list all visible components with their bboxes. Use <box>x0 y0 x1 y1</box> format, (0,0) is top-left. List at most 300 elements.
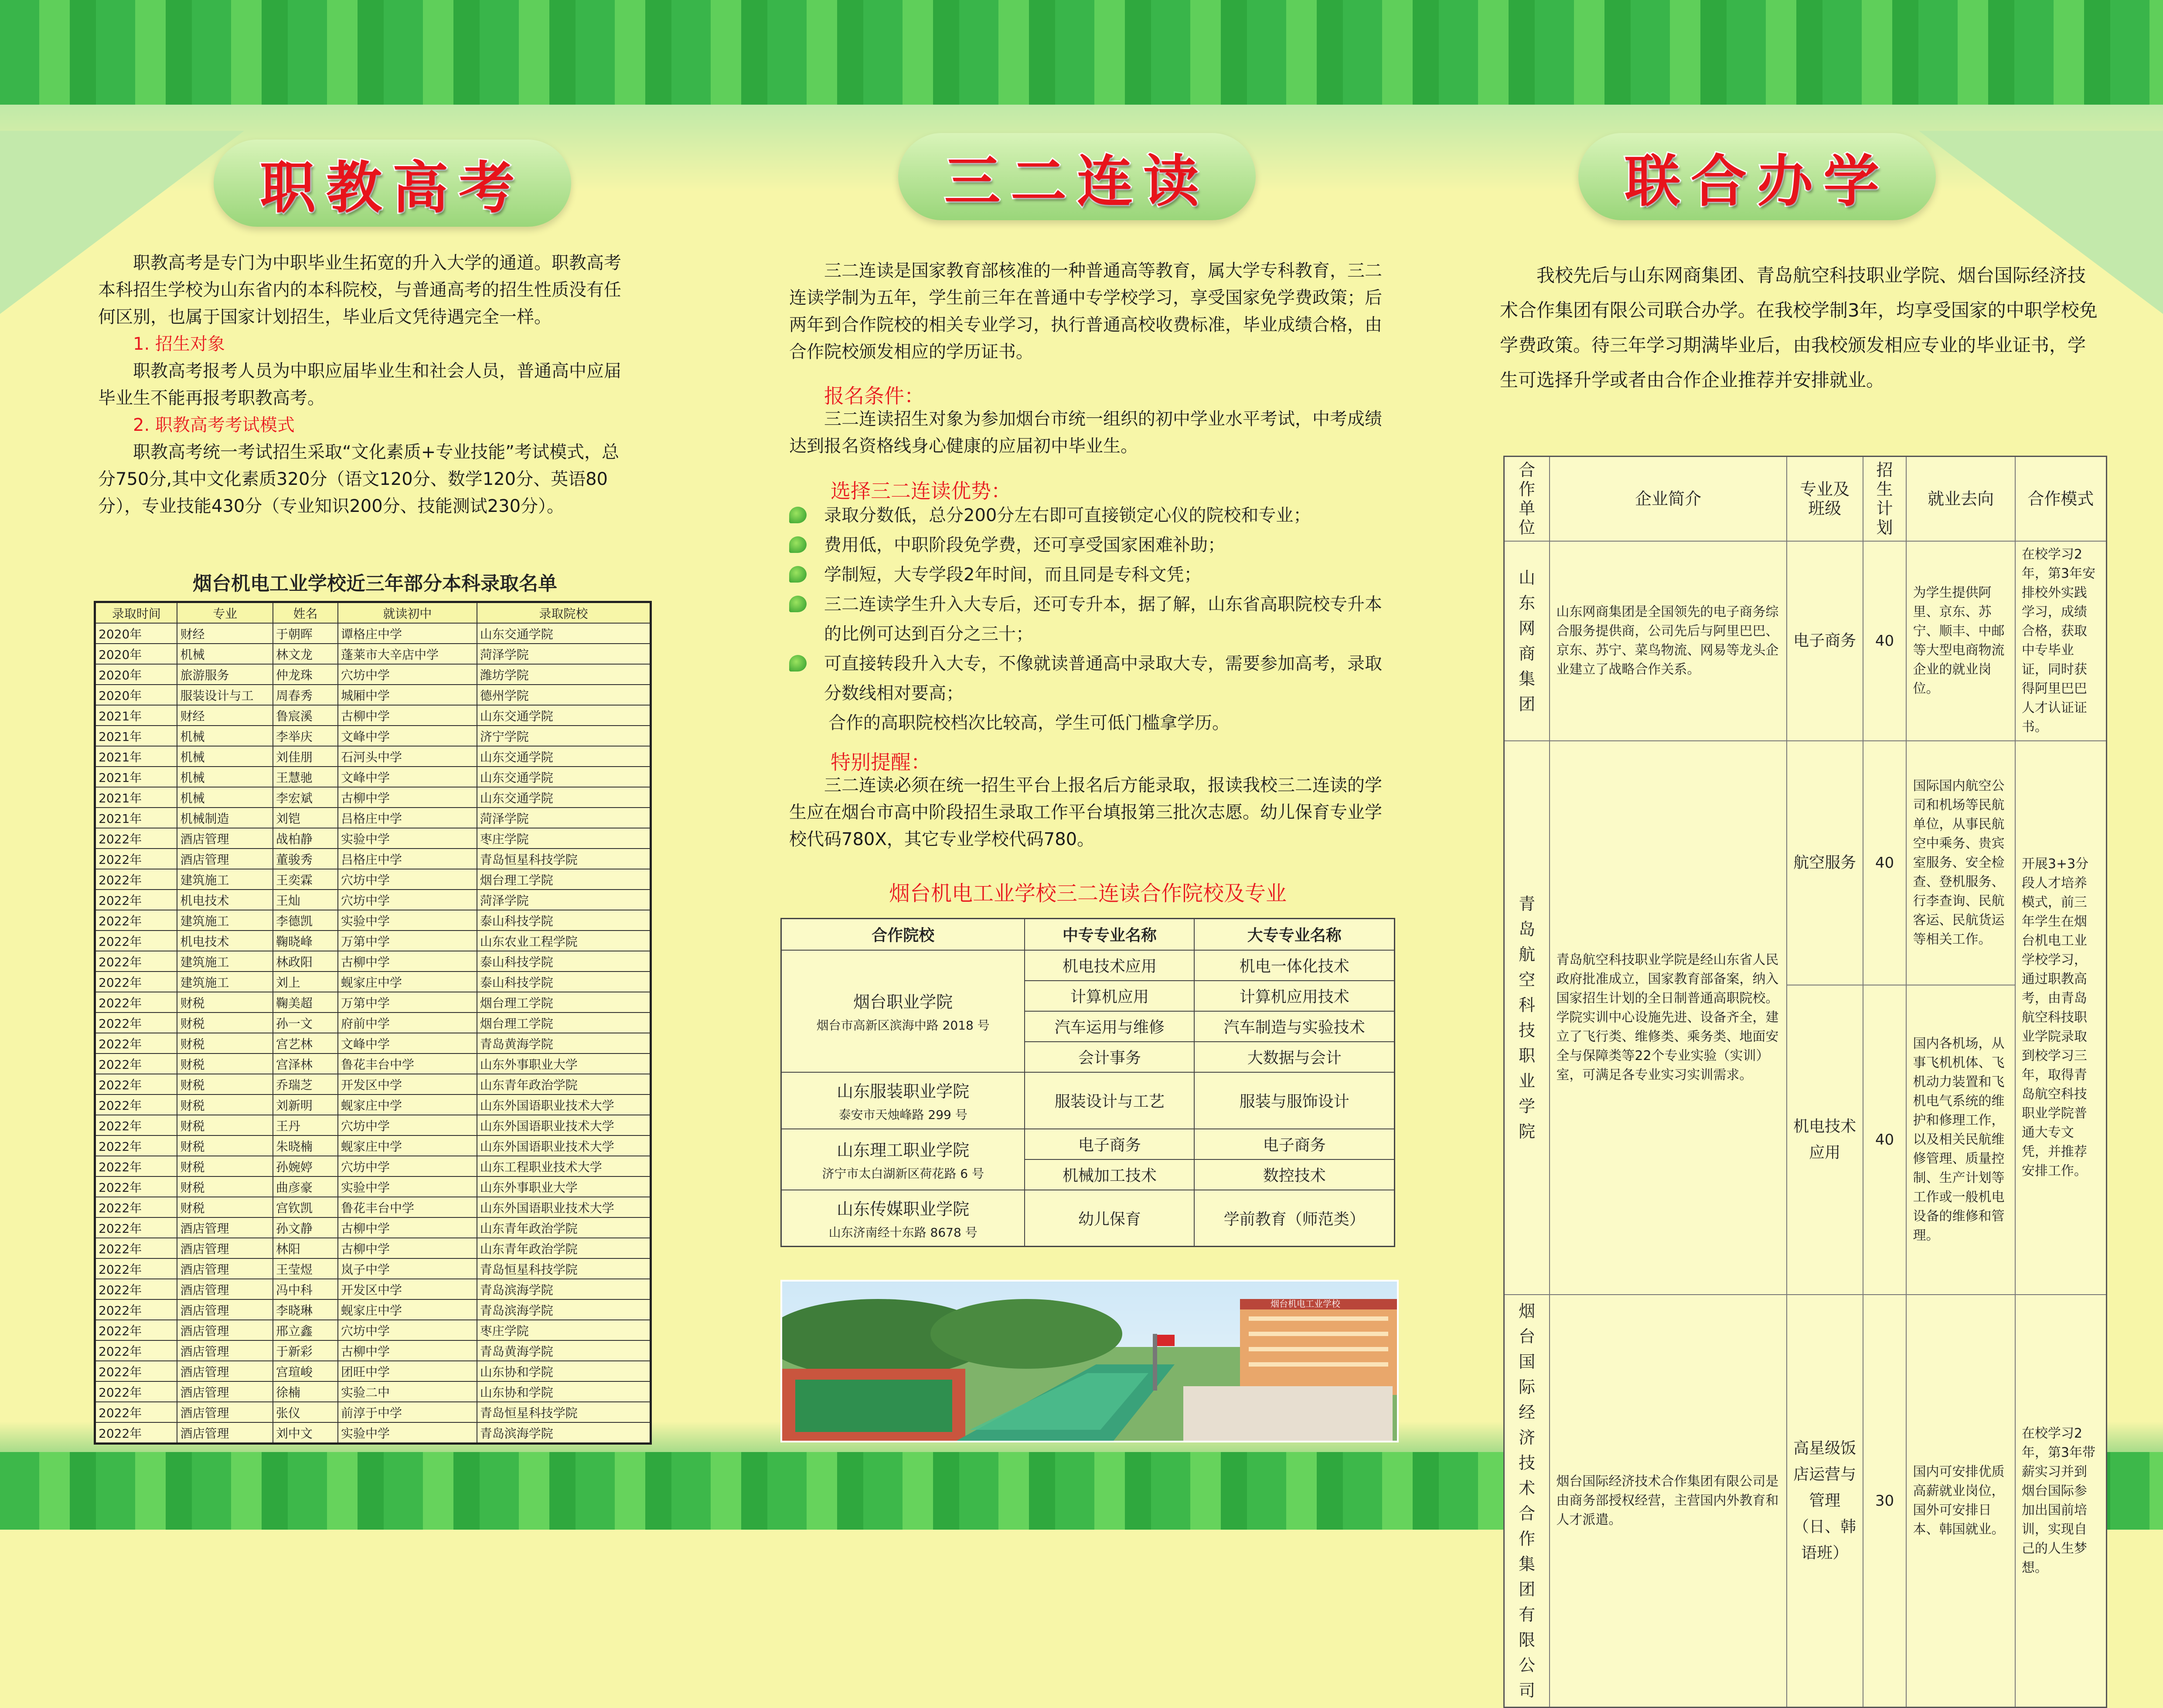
admission-cell: 菏泽学院 <box>477 808 651 828</box>
admission-cell: 山东青年政治学院 <box>477 1238 651 1258</box>
admission-cell: 酒店管理 <box>177 1279 273 1299</box>
admission-cell: 2020年 <box>95 644 177 664</box>
admission-cell: 孙文静 <box>273 1217 338 1238</box>
admission-row <box>95 808 651 828</box>
leaf-bullet-icon <box>789 566 807 583</box>
coop-college-major: 数控技术 <box>1194 1159 1394 1190</box>
admission-row <box>95 644 651 664</box>
admission-row <box>95 1197 651 1217</box>
right-title-banner <box>1578 133 1936 220</box>
admission-cell: 山东农业工程学院 <box>477 931 651 951</box>
admission-cell: 实验中学 <box>338 828 477 849</box>
admission-cell: 青岛恒星科技学院 <box>477 1402 651 1422</box>
major-cell: 高星级饭店运营与管理（日、韩语班） <box>1787 1295 1863 1708</box>
admission-cell: 财税 <box>177 1053 273 1074</box>
admission-cell: 宫钦凯 <box>273 1197 338 1217</box>
admission-cell: 2022年 <box>95 869 177 890</box>
admission-cell: 山东交通学院 <box>477 623 651 644</box>
admission-table-title: 烟台机电工业学校近三年部分本科录取名单 <box>193 573 557 595</box>
coop-header-college: 大专专业名称 <box>1194 919 1394 950</box>
admission-cell: 2022年 <box>95 910 177 931</box>
unit-cell: 山东网商集团 <box>1504 541 1550 741</box>
advantage-item: 可直接转段升入大专，不像就读普通高中录取大专，需要参加高考，录取分数线相对要高； <box>789 649 1382 708</box>
admission-cell: 王丹 <box>273 1115 338 1135</box>
left-title: 职教高考 <box>259 155 525 221</box>
admission-cell: 蓬莱市大辛店中学 <box>338 644 477 664</box>
admission-row <box>95 623 651 644</box>
admission-row <box>95 664 651 685</box>
admission-cell: 山东交通学院 <box>477 705 651 726</box>
admission-cell: 山东外事职业大学 <box>477 1176 651 1197</box>
admission-cell: 团旺中学 <box>338 1361 477 1381</box>
coop-table <box>780 918 1395 1247</box>
admission-cell: 酒店管理 <box>177 849 273 869</box>
admission-cell: 烟台理工学院 <box>477 869 651 890</box>
admission-cell: 财税 <box>177 1074 273 1094</box>
admission-cell: 烟台理工学院 <box>477 992 651 1013</box>
coop-school-name: 山东服装职业学院 <box>837 1082 970 1101</box>
admission-row <box>95 1053 651 1074</box>
admission-cell: 2022年 <box>95 1013 177 1033</box>
adv-title: 选择三二连读优势： <box>831 479 1011 503</box>
admission-cell: 战柏静 <box>273 828 338 849</box>
admission-cell: 曲彦豪 <box>273 1176 338 1197</box>
plan-cell: 40 <box>1863 985 1907 1295</box>
left-intro-block <box>98 249 634 520</box>
admission-row <box>95 992 651 1013</box>
joint-row-guoji <box>1504 1295 2107 1708</box>
admission-cell: 酒店管理 <box>177 1320 273 1340</box>
coop-college-major: 计算机应用技术 <box>1194 981 1394 1011</box>
admission-cell: 山东协和学院 <box>477 1361 651 1381</box>
admission-header-cell: 就读初中 <box>338 602 477 624</box>
admission-cell: 于新彩 <box>273 1340 338 1361</box>
admission-cell: 机械制造 <box>177 808 273 828</box>
left-sec2-text: 职教高考统一考试招生采取“文化素质+专业技能”考试模式，总分750分,其中文化素质320分（语文120分、数学120分、英语80分），专业技能430分（专业知识200分、技能测试230分）。 <box>98 442 619 516</box>
admission-cell: 青岛滨海学院 <box>477 1422 651 1444</box>
middle-title-banner <box>898 133 1256 220</box>
leaf-bullet-icon <box>789 507 807 523</box>
admission-cell: 山东外国语职业技术大学 <box>477 1135 651 1156</box>
admission-cell: 鲁宸溪 <box>273 705 338 726</box>
admission-cell: 机械 <box>177 726 273 746</box>
admission-cell: 2022年 <box>95 1299 177 1320</box>
admission-cell: 穴坊中学 <box>338 1156 477 1176</box>
admission-cell: 王奕霖 <box>273 869 338 890</box>
admission-cell: 周春秀 <box>273 685 338 705</box>
admission-row <box>95 1135 651 1156</box>
joint-header-intro: 企业简介 <box>1550 457 1786 542</box>
admission-row <box>95 1361 651 1381</box>
admission-cell: 机电技术 <box>177 931 273 951</box>
admission-cell: 2022年 <box>95 1381 177 1402</box>
admission-cell: 财经 <box>177 705 273 726</box>
admission-cell: 2022年 <box>95 931 177 951</box>
job-cell: 国内可安排优质高薪就业岗位，国外可安排日本、韩国就业。 <box>1906 1295 2015 1708</box>
admission-cell: 德州学院 <box>477 685 651 705</box>
coop-college-major: 机电一体化技术 <box>1194 950 1394 981</box>
cond-title: 报名条件： <box>824 384 924 408</box>
admission-cell: 鞠晓峰 <box>273 931 338 951</box>
admission-cell: 2020年 <box>95 623 177 644</box>
intro-cell: 烟台国际经济技术合作集团有限公司是由商务部授权经营，主营国内外教育和人才派遣。 <box>1550 1295 1786 1708</box>
admission-cell: 酒店管理 <box>177 1361 273 1381</box>
admission-cell: 酒店管理 <box>177 1422 273 1444</box>
coop-mid-major: 汽车运用与维修 <box>1025 1011 1194 1042</box>
admission-cell: 刘上 <box>273 972 338 992</box>
admission-cell: 鲁花丰台中学 <box>338 1053 477 1074</box>
admission-cell: 2022年 <box>95 1361 177 1381</box>
admission-cell: 财税 <box>177 1176 273 1197</box>
admission-cell: 王慧驰 <box>273 767 338 787</box>
admission-cell: 山东外国语职业技术大学 <box>477 1094 651 1115</box>
admission-row <box>95 869 651 890</box>
admission-table-header <box>95 602 651 624</box>
leaf-bullet-icon <box>789 536 807 553</box>
admission-cell: 林文龙 <box>273 644 338 664</box>
admission-cell: 青岛黄海学院 <box>477 1033 651 1053</box>
job-cell: 为学生提供阿里、京东、苏宁、顺丰、中邮等大型电商物流企业的就业岗位。 <box>1906 541 2015 741</box>
mode-cell: 开展3+3分段人才培养模式，前三年学生在烟台机电工业学校学习，通过职教高考，由青岛航空科技职业学院录取到校学习三年，取得青岛航空科技职业学院普通大专文凭，并推荐安排工作。 <box>2015 741 2107 1295</box>
coop-mid-major: 机电技术应用 <box>1025 950 1194 981</box>
admission-cell: 穴坊中学 <box>338 1320 477 1340</box>
left-sec1-text: 职教高考报考人员为中职应届毕业生和社会人员，普通高中应届毕业生不能再报考职教高考。 <box>98 361 621 408</box>
admission-cell: 山东外事职业大学 <box>477 1053 651 1074</box>
admission-cell: 酒店管理 <box>177 1258 273 1279</box>
joint-header-job: 就业去向 <box>1906 457 2015 542</box>
coop-school-name: 山东理工职业学院 <box>837 1141 970 1160</box>
admission-row <box>95 767 651 787</box>
admission-cell: 财税 <box>177 1013 273 1033</box>
admission-header-cell: 录取院校 <box>477 602 651 624</box>
intro-cell: 青岛航空科技职业学院是经山东省人民政府批准成立，国家教育部备案，纳入国家招生计划的全日制普通高职院校。学院实训中心设施先进、设备齐全，建立了飞行类、维修类、乘务类、地面安全与保障类等22个专业实验（实训）室，可满足各专业实习实训需求。 <box>1550 741 1786 1295</box>
joint-header-mode: 合作模式 <box>2015 457 2107 542</box>
coop-college-major: 学前教育（师范类） <box>1194 1190 1394 1247</box>
admission-cell: 2022年 <box>95 1340 177 1361</box>
admission-row <box>95 849 651 869</box>
admission-cell: 林政阳 <box>273 951 338 972</box>
admission-cell: 建筑施工 <box>177 869 273 890</box>
admission-cell: 穴坊中学 <box>338 664 477 685</box>
admission-cell: 2022年 <box>95 1422 177 1444</box>
admission-cell: 吕格庄中学 <box>338 849 477 869</box>
admission-cell: 2022年 <box>95 849 177 869</box>
admission-row <box>95 1013 651 1033</box>
admission-cell: 张仪 <box>273 1402 338 1422</box>
joint-header-major: 专业及班级 <box>1787 457 1863 542</box>
admission-cell: 2022年 <box>95 1238 177 1258</box>
admission-cell: 机械 <box>177 767 273 787</box>
admission-cell: 刘中文 <box>273 1422 338 1444</box>
admission-cell: 王灿 <box>273 890 338 910</box>
coop-school-address: 泰安市天烛峰路 299 号 <box>838 1108 967 1122</box>
admission-cell: 2022年 <box>95 1258 177 1279</box>
admission-cell: 鞠美超 <box>273 992 338 1013</box>
admission-cell: 建筑施工 <box>177 910 273 931</box>
admission-cell: 2022年 <box>95 1135 177 1156</box>
remind-text: 三二连读必须在统一招生平台上报名后方能录取，报读我校三二连读的学生应在烟台市高中阶段招生录取工作平台填报第三批次志愿。幼儿保育专业学校代码780X，其它专业学校代码780。 <box>789 775 1382 849</box>
admission-header-cell: 姓名 <box>273 602 338 624</box>
admission-cell: 蚬家庄中学 <box>338 1135 477 1156</box>
advantage-item: 费用低，中职阶段免学费，还可享受国家困难补助； <box>789 530 1382 560</box>
admission-cell: 酒店管理 <box>177 828 273 849</box>
admission-cell: 李晓琳 <box>273 1299 338 1320</box>
admission-header-cell: 录取时间 <box>95 602 177 624</box>
admission-cell: 枣庄学院 <box>477 828 651 849</box>
admission-header-cell: 专业 <box>177 602 273 624</box>
admission-cell: 泰山科技学院 <box>477 972 651 992</box>
coop-school-name: 山东传媒职业学院 <box>837 1199 970 1219</box>
coop-table-title: 烟台机电工业学校三二连读合作院校及专业 <box>889 881 1287 906</box>
admission-cell: 仲龙珠 <box>273 664 338 685</box>
admission-cell: 2021年 <box>95 787 177 808</box>
admission-row <box>95 1299 651 1320</box>
coop-school-cell <box>781 1129 1025 1190</box>
admission-cell: 谭格庄中学 <box>338 623 477 644</box>
admission-cell: 2020年 <box>95 685 177 705</box>
admission-cell: 菏泽学院 <box>477 890 651 910</box>
admission-row <box>95 972 651 992</box>
admission-table <box>94 601 652 1445</box>
admission-cell: 于朝晖 <box>273 623 338 644</box>
coop-college-major: 大数据与会计 <box>1194 1042 1394 1072</box>
admission-cell: 2022年 <box>95 1094 177 1115</box>
coop-school-address: 济宁市太白湖新区荷花路 6 号 <box>822 1166 984 1181</box>
admission-cell: 2021年 <box>95 746 177 767</box>
admission-cell: 穴坊中学 <box>338 869 477 890</box>
admission-cell: 2022年 <box>95 1197 177 1217</box>
middle-title: 三二连读 <box>944 149 1209 214</box>
coop-school-cell <box>781 950 1025 1072</box>
admission-row <box>95 1156 651 1176</box>
admission-row <box>95 1033 651 1053</box>
admission-cell: 2022年 <box>95 951 177 972</box>
admission-cell: 李德凯 <box>273 910 338 931</box>
admission-cell: 财税 <box>177 1135 273 1156</box>
job-cell: 国内各机场，从事飞机机体、飞机动力装置和飞机电气系统的维护和修理工作，以及相关民航维修管理、质量控制、生产计划等工作或一般机电设备的维修和管理。 <box>1906 985 2015 1295</box>
right-intro-block <box>1500 258 2102 398</box>
right-intro: 我校先后与山东网商集团、青岛航空科技职业学院、烟台国际经济技术合作集团有限公司联合办学。在我校学制3年，均享受国家的中职学校免学费政策。待三年学习期满毕业后，由我校颁发相应专业的毕业证书，学生可选择升学或者由合作企业推荐并安排就业。 <box>1500 265 2098 391</box>
campus-photo-illustration <box>782 1282 1397 1441</box>
coop-mid-major: 幼儿保育 <box>1025 1190 1194 1247</box>
admission-cell: 机械 <box>177 787 273 808</box>
admission-cell: 财税 <box>177 1156 273 1176</box>
advantages-list <box>789 501 1382 738</box>
admission-cell: 古柳中学 <box>338 1340 477 1361</box>
admission-cell: 文峰中学 <box>338 1033 477 1053</box>
admission-cell: 林阳 <box>273 1238 338 1258</box>
admission-cell: 万第中学 <box>338 931 477 951</box>
admission-row <box>95 1258 651 1279</box>
unit-cell: 烟台国际经济技术合作集团有限公司 <box>1504 1295 1550 1708</box>
admission-cell: 服装设计与工 <box>177 685 273 705</box>
admission-cell: 李宏斌 <box>273 787 338 808</box>
admission-cell: 府前中学 <box>338 1013 477 1033</box>
admission-cell: 酒店管理 <box>177 1402 273 1422</box>
admission-cell: 酒店管理 <box>177 1340 273 1361</box>
admission-cell: 山东工程职业技术大学 <box>477 1156 651 1176</box>
admission-cell: 文峰中学 <box>338 767 477 787</box>
coop-mid-major: 会计事务 <box>1025 1042 1194 1072</box>
admission-row <box>95 951 651 972</box>
admission-cell: 财税 <box>177 1094 273 1115</box>
admission-cell: 鲁花丰台中学 <box>338 1197 477 1217</box>
admission-cell: 岚子中学 <box>338 1258 477 1279</box>
coop-school-cell <box>781 1072 1025 1129</box>
admission-cell: 菏泽学院 <box>477 644 651 664</box>
admission-cell: 2022年 <box>95 1053 177 1074</box>
admission-table-body <box>95 623 651 1444</box>
admission-cell: 2022年 <box>95 1033 177 1053</box>
admission-row <box>95 726 651 746</box>
admission-cell: 枣庄学院 <box>477 1320 651 1340</box>
plan-cell: 40 <box>1863 741 1907 985</box>
admission-cell: 蚬家庄中学 <box>338 1094 477 1115</box>
coop-table-body <box>781 950 1395 1247</box>
job-cell: 国际国内航空公司和机场等民航单位，从事民航空中乘务、贵宾室服务、安全检查、登机服务、行李查询、民航客运、民航货运等相关工作。 <box>1906 741 2015 985</box>
admission-row <box>95 1115 651 1135</box>
coop-mid-major: 服装设计与工艺 <box>1025 1072 1194 1129</box>
coop-school-cell <box>781 1190 1025 1247</box>
admission-cell: 2022年 <box>95 1156 177 1176</box>
admission-cell: 酒店管理 <box>177 1299 273 1320</box>
admission-cell: 山东青年政治学院 <box>477 1217 651 1238</box>
admission-cell: 实验二中 <box>338 1381 477 1402</box>
coop-school-address: 烟台市高新区滨海中路 2018 号 <box>816 1018 990 1033</box>
coop-header-mid: 中专专业名称 <box>1025 919 1194 950</box>
coop-row <box>781 1129 1395 1159</box>
admission-cell: 实验中学 <box>338 1422 477 1444</box>
coop-row <box>781 1190 1395 1247</box>
cond-block <box>789 406 1382 460</box>
admission-row <box>95 746 651 767</box>
admission-cell: 山东外国语职业技术大学 <box>477 1115 651 1135</box>
admission-cell: 2022年 <box>95 1279 177 1299</box>
admission-row <box>95 890 651 910</box>
major-cell: 机电技术应用 <box>1787 985 1863 1295</box>
admission-cell: 王莹煜 <box>273 1258 338 1279</box>
admission-cell: 酒店管理 <box>177 1381 273 1402</box>
admission-cell: 财税 <box>177 992 273 1013</box>
admission-cell: 宫艺林 <box>273 1033 338 1053</box>
mode-cell: 在校学习2年，第3年带薪实习并到烟台国际参加出国前培训，实现自己的人生梦想。 <box>2015 1295 2107 1708</box>
admission-cell: 古柳中学 <box>338 1217 477 1238</box>
major-cell: 电子商务 <box>1787 541 1863 741</box>
admission-cell: 2022年 <box>95 1115 177 1135</box>
admission-row <box>95 910 651 931</box>
admission-cell: 山东青年政治学院 <box>477 1074 651 1094</box>
advantage-item: 学制短，大专学段2年时间，而且同是专科文凭； <box>789 560 1382 590</box>
admission-cell: 2022年 <box>95 992 177 1013</box>
major-cell: 航空服务 <box>1787 741 1863 985</box>
admission-cell: 酒店管理 <box>177 1238 273 1258</box>
admission-cell: 古柳中学 <box>338 705 477 726</box>
admission-cell: 穴坊中学 <box>338 1115 477 1135</box>
admission-cell: 董骏秀 <box>273 849 338 869</box>
admission-cell: 石河头中学 <box>338 746 477 767</box>
admission-cell: 刘佳朋 <box>273 746 338 767</box>
admission-cell: 刘铠 <box>273 808 338 828</box>
admission-cell: 山东交通学院 <box>477 787 651 808</box>
intro-cell: 山东网商集团是全国领先的电子商务综合服务提供商，公司先后与阿里巴巴、京东、苏宁、菜鸟物流、网易等龙头企业建立了战略合作关系。 <box>1550 541 1786 741</box>
admission-cell: 吕格庄中学 <box>338 808 477 828</box>
admission-row <box>95 1074 651 1094</box>
admission-cell: 蚬家庄中学 <box>338 1299 477 1320</box>
admission-row <box>95 1176 651 1197</box>
admission-cell: 2021年 <box>95 726 177 746</box>
left-title-banner <box>214 140 571 227</box>
admission-cell: 宫瑄峻 <box>273 1361 338 1381</box>
left-intro: 职教高考是专门为中职毕业生拓宽的升入大学的通道。职教高考本科招生学校为山东省内的本科院校，与普通高考的招生性质没有任何区别，也属于国家计划招生，毕业后文凭待遇完全一样。 <box>98 253 621 327</box>
leaf-bullet-icon <box>789 655 807 672</box>
admission-row <box>95 1422 651 1444</box>
joint-header-unit: 合作单位 <box>1504 457 1550 542</box>
admission-cell: 2021年 <box>95 705 177 726</box>
admission-cell: 古柳中学 <box>338 1238 477 1258</box>
middle-intro-block <box>789 257 1382 365</box>
joint-table <box>1503 456 2107 1708</box>
admission-cell: 实验中学 <box>338 910 477 931</box>
admission-cell: 2022年 <box>95 828 177 849</box>
admission-cell: 财税 <box>177 1115 273 1135</box>
leaf-bullet-icon <box>789 596 807 612</box>
admission-cell: 建筑施工 <box>177 951 273 972</box>
admission-cell: 青岛黄海学院 <box>477 1340 651 1361</box>
coop-mid-major: 计算机应用 <box>1025 981 1194 1011</box>
admission-cell: 城厢中学 <box>338 685 477 705</box>
admission-row <box>95 1340 651 1361</box>
admission-cell: 财经 <box>177 623 273 644</box>
advantage-last: 合作的高职院校档次比较高，学生可低门槛拿学历。 <box>828 713 1230 733</box>
admission-cell: 2022年 <box>95 1402 177 1422</box>
coop-college-major: 服装与服饰设计 <box>1194 1072 1394 1129</box>
admission-cell: 实验中学 <box>338 1176 477 1197</box>
left-sec2-title: 2. 职教高考考试模式 <box>133 415 295 435</box>
admission-row <box>95 1381 651 1402</box>
admission-cell: 孙一文 <box>273 1013 338 1033</box>
admission-cell: 前淳于中学 <box>338 1402 477 1422</box>
admission-cell: 青岛滨海学院 <box>477 1279 651 1299</box>
admission-cell: 乔瑞芝 <box>273 1074 338 1094</box>
admission-cell: 文峰中学 <box>338 726 477 746</box>
admission-cell: 刘新明 <box>273 1094 338 1115</box>
middle-intro: 三二连读是国家教育部核准的一种普通高等教育，属大学专科教育，三二连读学制为五年，学生前三年在普通中专学校学习，享受国家免学费政策；后两年到合作院校的相关专业学习，执行普通高校收费标准，毕业成绩合格，由合作院校颁发相应的学历证书。 <box>789 261 1382 362</box>
admission-cell: 山东外国语职业技术大学 <box>477 1197 651 1217</box>
admission-row <box>95 787 651 808</box>
admission-cell: 烟台理工学院 <box>477 1013 651 1033</box>
admission-cell: 2022年 <box>95 1074 177 1094</box>
admission-row <box>95 1279 651 1299</box>
admission-cell: 蚬家庄中学 <box>338 972 477 992</box>
admission-cell: 2022年 <box>95 1217 177 1238</box>
photo-sign: 烟台机电工业学校 <box>1271 1299 1340 1309</box>
admission-row <box>95 828 651 849</box>
admission-row <box>95 685 651 705</box>
admission-cell: 机械 <box>177 746 273 767</box>
admission-cell: 青岛恒星科技学院 <box>477 1258 651 1279</box>
admission-cell: 2020年 <box>95 664 177 685</box>
admission-cell: 青岛恒星科技学院 <box>477 849 651 869</box>
right-title: 联合办学 <box>1624 149 1890 214</box>
admission-cell: 泰山科技学院 <box>477 951 651 972</box>
admission-cell: 2022年 <box>95 890 177 910</box>
plan-cell: 30 <box>1863 1295 1907 1708</box>
admission-cell: 2022年 <box>95 1176 177 1197</box>
admission-cell: 徐楠 <box>273 1381 338 1402</box>
admission-cell: 山东交通学院 <box>477 746 651 767</box>
admission-cell: 冯中科 <box>273 1279 338 1299</box>
admission-row <box>95 1217 651 1238</box>
